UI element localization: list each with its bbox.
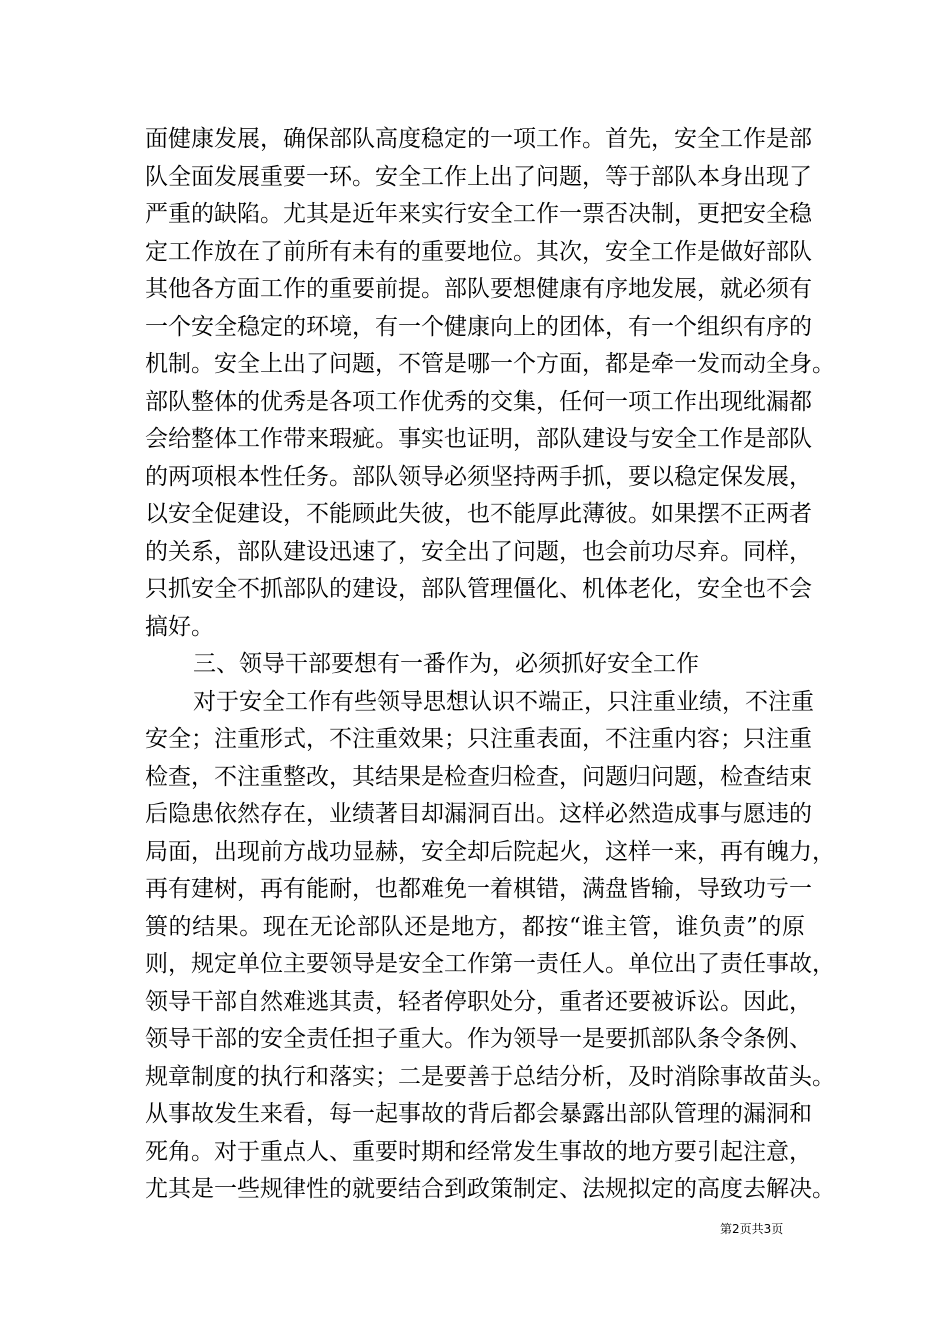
text-line: 部队整体的优秀是各项工作优秀的交集，任何一项工作出现纰漏都 (145, 388, 812, 415)
text-line: 从事故发生来看，每一起事故的背后都会暴露出部队管理的漏洞和 (145, 1101, 812, 1127)
text-line: 的两项根本性任务。部队领导必须坚持两手抓，要以稳定保发展， (145, 463, 812, 490)
text-line: 篑的结果。现在无论部队还是地方，都按“谁主管，谁负责”的原 (145, 913, 805, 940)
text-line: 对于安全工作有些领导思想认识不端正，只注重业绩，不注重 (193, 688, 814, 715)
text-line: 规章制度的执行和落实；二是要善于总结分析，及时消除事故苗头。 (145, 1063, 835, 1090)
text-line: 会给整体工作带来瑕疵。事实也证明，部队建设与安全工作是部队 (145, 426, 812, 452)
text-line: 一个安全稳定的环境，有一个健康向上的团体，有一个组织有序的 (145, 313, 812, 340)
text-line: 机制。安全上出了问题，不管是哪一个方面，都是牵一发而动全身。 (145, 351, 835, 377)
text-line: 尤其是一些规律性的就要结合到政策制定、法规拟定的高度去解决。 (145, 1176, 835, 1202)
text-line: 其他各方面工作的重要前提。部队要想健康有序地发展，就必须有 (145, 276, 812, 302)
text-line: 队全面发展重要一环。安全工作上出了问题，等于部队本身出现了 (145, 163, 812, 190)
text-line: 再有建树，再有能耐，也都难免一着棋错，满盘皆输，导致功亏一 (145, 876, 812, 902)
text-line: 领导干部的安全责任担子重大。作为领导一是要抓部队条令条例、 (145, 1026, 812, 1052)
text-line: 以安全促建设，不能顾此失彼，也不能厚此薄彼。如果摆不正两者 (145, 501, 812, 527)
section-heading: 三、领导干部要想有一番作为，必须抓好安全工作 (193, 651, 699, 677)
text-line: 定工作放在了前所有未有的重要地位。其次，安全工作是做好部队 (145, 238, 812, 265)
text-line: 面健康发展，确保部队高度稳定的一项工作。首先，安全工作是部 (145, 126, 812, 152)
text-line: 安全；注重形式，不注重效果；只注重表面，不注重内容；只注重 (145, 726, 812, 752)
text-line: 领导干部自然难逃其责，轻者停职处分，重者还要被诉讼。因此， (145, 988, 812, 1015)
text-line: 搞好。 (145, 613, 214, 640)
text-line: 则，规定单位主要领导是安全工作第一责任人。单位出了责任事故， (145, 951, 835, 977)
text-line: 死角。对于重点人、重要时期和经常发生事故的地方要引起注意， (145, 1138, 812, 1165)
document-body (145, 121, 835, 1209)
paragraph (145, 121, 835, 646)
page-number: 第2页共3页 (720, 1222, 784, 1236)
text-line: 只抓安全不抓部队的建设，部队管理僵化、机体老化，安全也不会 (145, 576, 812, 602)
text-line: 的关系，部队建设迅速了，安全出了问题，也会前功尽弃。同样， (145, 538, 812, 565)
paragraph (145, 684, 835, 1209)
text-line: 局面，出现前方战功显赫，安全却后院起火，这样一来，再有魄力， (145, 838, 835, 865)
text-line: 后隐患依然存在，业绩著目却漏洞百出。这样必然造成事与愿违的 (145, 801, 812, 827)
text-line: 检查，不注重整改，其结果是检查归检查，问题归问题，检查结束 (145, 763, 812, 790)
text-line: 严重的缺陷。尤其是近年来实行安全工作一票否决制，更把安全稳 (145, 201, 812, 227)
